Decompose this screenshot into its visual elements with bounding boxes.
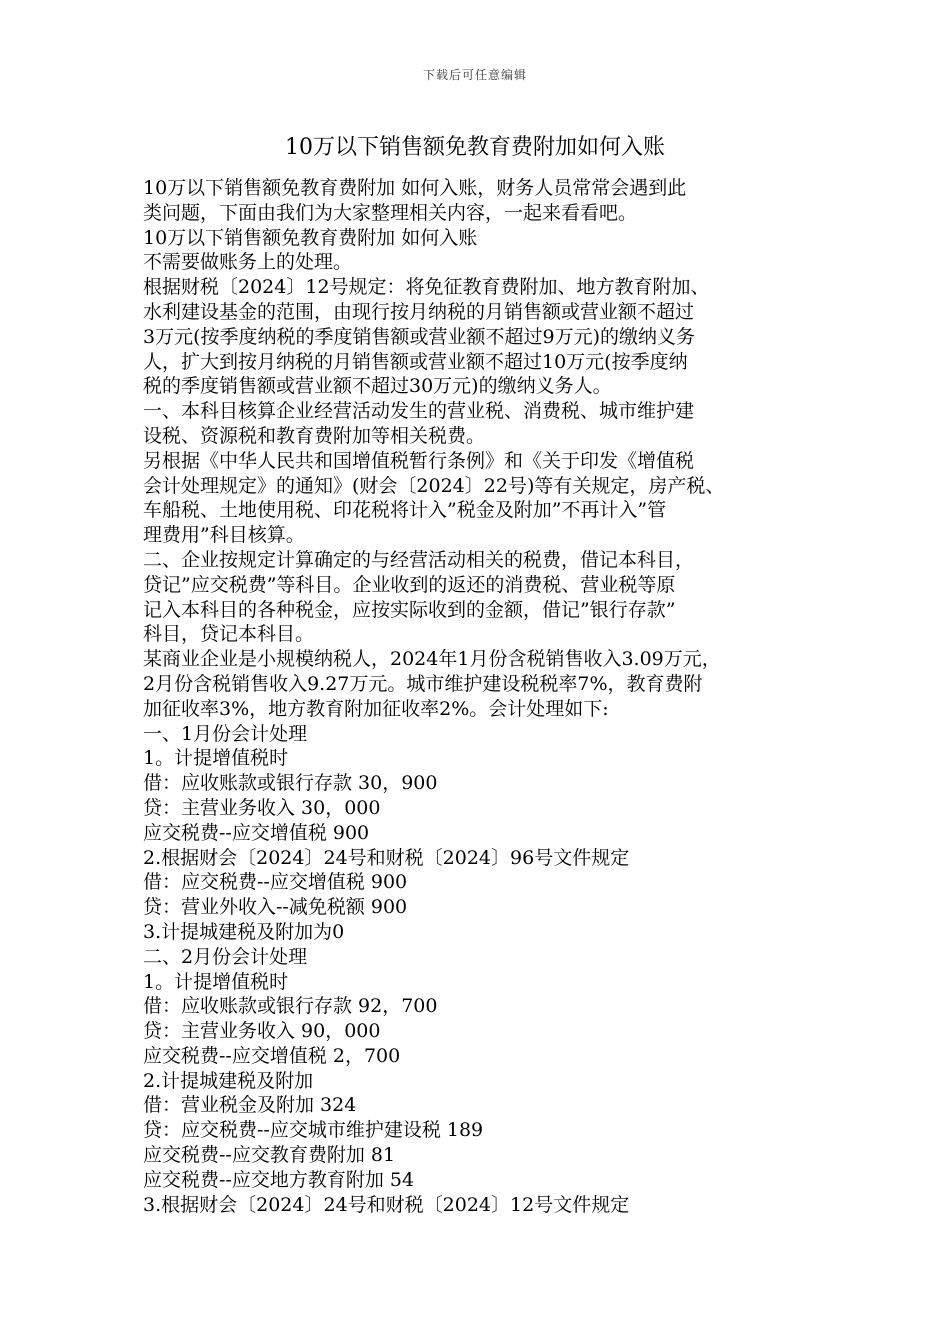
- body-line: 2.计提城建税及附加: [143, 1069, 314, 1092]
- body-line: 应交税费--应交教育费附加 81: [143, 1144, 396, 1167]
- body-line: 不需要做账务上的处理。: [143, 251, 353, 274]
- body-line: 科目，贷记本科目。: [143, 623, 315, 646]
- body-line: 3.根据财会〔2024〕24号和财税〔2024〕12号文件规定: [143, 1193, 630, 1216]
- body-line: 借：应交税费--应交增值税 900: [143, 871, 408, 894]
- body-line: 根据财税〔2024〕12号规定：将免征教育费附加、地方教育附加、: [143, 276, 710, 299]
- body-line: 借：应收账款或银行存款 30，900: [143, 772, 438, 795]
- body-line: 应交税费--应交增值税 2，700: [143, 1044, 401, 1067]
- body-line: 3.计提城建税及附加为0: [143, 920, 345, 943]
- body-line: 记入本科目的各种税金，应按实际收到的金额，借记”银行存款”: [143, 598, 676, 621]
- body-line: 贷：营业外收入--减免税额 900: [143, 896, 408, 919]
- body-line: 应交税费--应交增值税 900: [143, 821, 370, 844]
- header-note: 下载后可任意编辑: [422, 68, 527, 82]
- body-line: 10万以下销售额免教育费附加 如何入账: [143, 226, 478, 249]
- body-line: 贷：应交税费--应交城市维护建设税 189: [143, 1119, 484, 1142]
- body-line: 借：应收账款或银行存款 92，700: [143, 995, 438, 1018]
- body-line: 贷：主营业务收入 30，000: [143, 796, 381, 819]
- body-line: 2.根据财会〔2024〕24号和财税〔2024〕96号文件规定: [143, 846, 630, 869]
- body-line: 3万元(按季度纳税的季度销售额或营业额不超过9万元)的缴纳义务: [143, 325, 696, 348]
- body-line: 另根据《中华人民共和国增值税暂行条例》和《关于印发《增值税: [143, 449, 695, 472]
- body-line: 设税、资源税和教育费附加等相关税费。: [143, 424, 486, 447]
- body-line: 10万以下销售额免教育费附加 如何入账，财务人员常常会遇到此: [143, 177, 687, 199]
- body-line: 二、企业按规定计算确定的与经营活动相关的税费，借记本科目，: [143, 548, 695, 571]
- body-line: 借：营业税金及附加 324: [143, 1094, 357, 1117]
- body-line: 水利建设基金的范围，由现行按月纳税的月销售额或营业额不超过: [143, 300, 695, 323]
- body-line: 1。计提增值税时: [143, 970, 289, 993]
- body-line: 一、本科目核算企业经营活动发生的营业税、消费税、城市维护建: [143, 400, 695, 423]
- body-line: 某商业企业是小规模纳税人，2024年1月份含税销售收入3.09万元，: [143, 648, 721, 671]
- document-body: [143, 176, 823, 1217]
- body-line: 税的季度销售额或营业额不超过30万元)的缴纳义务人。: [143, 375, 612, 398]
- body-line: 贷记”应交税费”等科目。企业收到的返还的消费税、营业税等原: [143, 573, 676, 596]
- body-line: 类问题，下面由我们为大家整理相关内容，一起来看看吧。: [143, 201, 638, 224]
- body-line: 1。计提增值税时: [143, 747, 289, 770]
- body-line: 一、1月份会计处理: [143, 722, 308, 745]
- body-line: 应交税费--应交地方教育附加 54: [143, 1168, 415, 1191]
- body-line: 贷：主营业务收入 90，000: [143, 1020, 381, 1043]
- body-line: 二、2月份会计处理: [143, 945, 308, 968]
- body-line: 车船税、土地使用税、印花税将计入”税金及附加”不再计入”管: [143, 499, 667, 522]
- body-line: 2月份含税销售收入9.27万元。城市维护建设税税率7%，教育费附: [143, 672, 703, 695]
- body-line: 理费用”科目核算。: [143, 524, 305, 547]
- document-title: 10万以下销售额免教育费附加如何入账: [285, 135, 665, 160]
- body-line: 会计处理规定》的通知》(财会〔2024〕22号)等有关规定，房产税、: [143, 474, 725, 497]
- body-line: 人，扩大到按月纳税的月销售额或营业额不超过10万元(按季度纳: [143, 350, 688, 373]
- body-line: 加征收率3%，地方教育附加征收率2%。会计处理如下:: [143, 697, 609, 720]
